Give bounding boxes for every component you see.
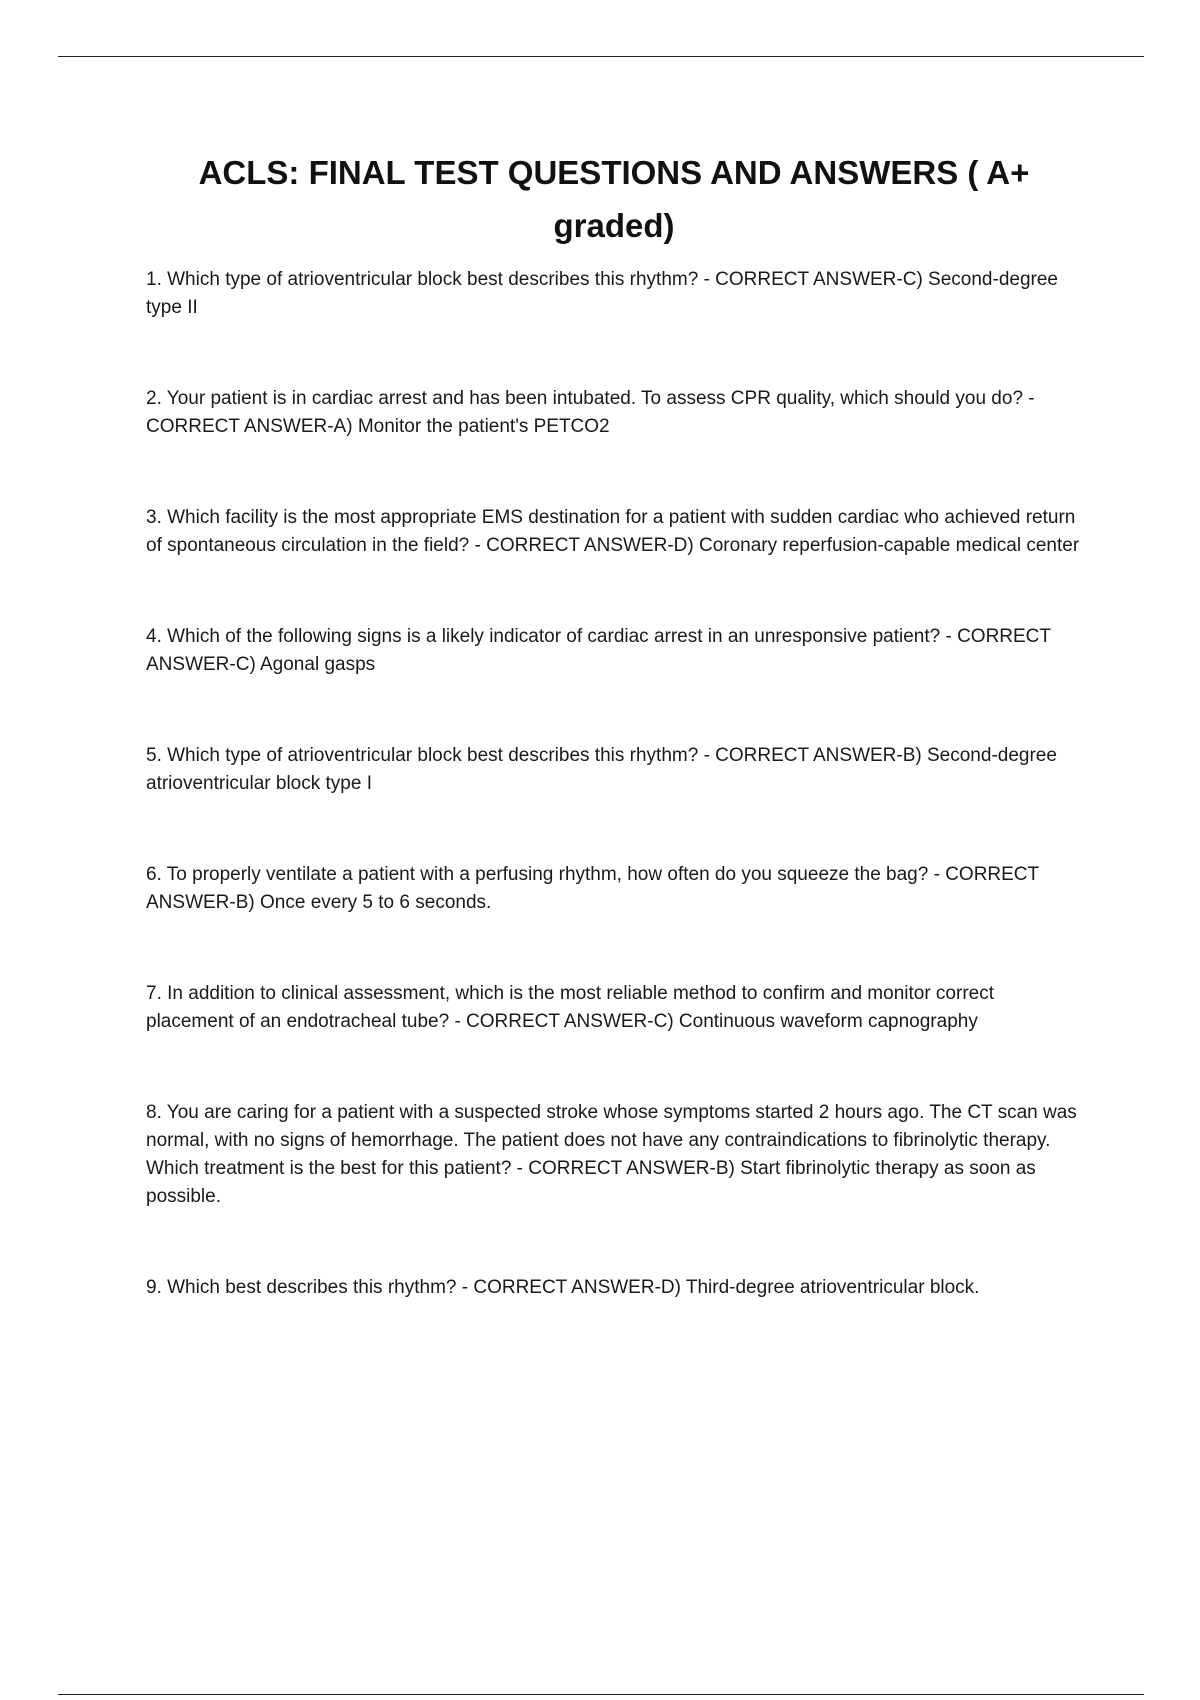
question-item-5: 5. Which type of atrioventricular block best describes this rhythm? - CORRECT ANSWER-B) Second-degree atrioventricular block type I [146, 745, 1057, 794]
bottom-rule [58, 1694, 1144, 1695]
question-item-1: 1. Which type of atrioventricular block best describes this rhythm? - CORRECT ANSWER-C) Second-degree type II [146, 269, 1058, 318]
question-list [146, 266, 1086, 1302]
question-item-2: 2. Your patient is in cardiac arrest and has been intubated. To assess CPR quality, which should you do? - CORRECT ANSWER-A) Monitor the patient's PETCO2 [146, 388, 1035, 437]
question-item-7: 7. In addition to clinical assessment, which is the most reliable method to confirm and monitor correct placement of an endotracheal tube? - CORRECT ANSWER-C) Continuous waveform capnography [146, 983, 994, 1032]
question-item-3: 3. Which facility is the most appropriate EMS destination for a patient with sudden cardiac who achieved return of spontaneous circulation in the field? - CORRECT ANSWER-D) Coronary reperfusion-capable medical center [146, 507, 1080, 556]
question-item-4: 4. Which of the following signs is a likely indicator of cardiac arrest in an unresponsive patient? - CORRECT ANSWER-C) Agonal gasps [146, 626, 1051, 675]
question-item-9: 9. Which best describes this rhythm? - CORRECT ANSWER-D) Third-degree atrioventricular block. [146, 1277, 980, 1298]
question-item-8: 8. You are caring for a patient with a suspected stroke whose symptoms started 2 hours ago. The CT scan was normal, with no signs of hemorrhage. The patient does not have any contraindications to fibrinolytic therapy. Which treatment is the best for this patient? - CORRECT ANSWER-B) Start fibrinolytic therapy as soon as possible. [146, 1102, 1077, 1207]
top-rule [58, 56, 1144, 57]
document-title: ACLS: FINAL TEST QUESTIONS AND ANSWERS ( A+ graded) [198, 154, 1030, 244]
question-item-6: 6. To properly ventilate a patient with a perfusing rhythm, how often do you squeeze the bag? - CORRECT ANSWER-B) Once every 5 to 6 seconds. [146, 864, 1039, 913]
